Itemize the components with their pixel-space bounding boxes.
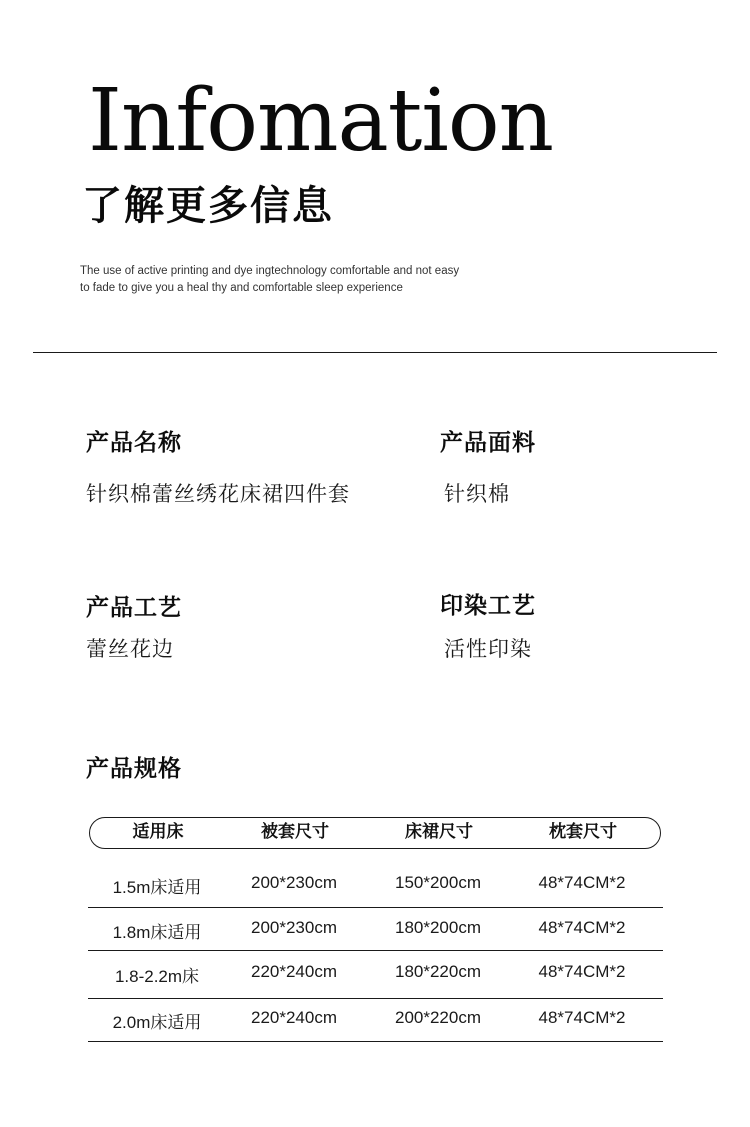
section-divider [33, 352, 717, 353]
cell-pillowcase-size: 48*74CM*2 [538, 1008, 626, 1027]
header-duvet-size: 被套尺寸 [261, 822, 329, 842]
product-fabric-value: 针织棉 [444, 482, 510, 506]
row-divider [88, 950, 663, 951]
cell-bed-size: 1.8m床适用 [112, 923, 202, 942]
product-craft-label: 产品工艺 [86, 595, 182, 621]
row-divider [88, 907, 663, 908]
cell-duvet-size: 220*240cm [250, 1008, 337, 1027]
cell-bedskirt-size: 180*220cm [394, 962, 481, 981]
cell-pillowcase-size: 48*74CM*2 [538, 962, 626, 981]
dye-process-label: 印染工艺 [440, 593, 536, 619]
product-fabric-label: 产品面料 [440, 430, 536, 456]
header-bed-size: 适用床 [132, 822, 184, 842]
hero-subtitle: 了解更多信息 [82, 183, 334, 229]
cell-bedskirt-size: 180*200cm [394, 918, 481, 937]
header-pillowcase-size: 枕套尺寸 [549, 822, 617, 842]
cell-bed-size: 1.8-2.2m床 [114, 967, 200, 986]
cell-bed-size: 2.0m床适用 [112, 1013, 202, 1032]
cell-bed-size: 1.5m床适用 [112, 878, 202, 897]
hero-description [80, 263, 500, 297]
cell-duvet-size: 220*240cm [250, 962, 337, 981]
cell-pillowcase-size: 48*74CM*2 [538, 918, 626, 937]
row-divider [88, 998, 663, 999]
hero-description-line-1: The use of active printing and dye ingtechnology comfortable and not easy [80, 265, 460, 277]
cell-bedskirt-size: 150*200cm [394, 873, 481, 892]
product-craft-value: 蕾丝花边 [86, 637, 174, 661]
hero-description-line-2: to fade to give you a heal thy and comfortable sleep experience [80, 282, 403, 294]
product-name-value: 针织棉蕾丝绣花床裙四件套 [86, 482, 350, 506]
cell-duvet-size: 200*230cm [250, 873, 337, 892]
spec-table-header [89, 817, 661, 849]
cell-pillowcase-size: 48*74CM*2 [538, 873, 626, 892]
spec-title: 产品规格 [86, 756, 182, 782]
row-divider [88, 1041, 663, 1042]
dye-process-value: 活性印染 [444, 637, 532, 661]
product-name-label: 产品名称 [86, 430, 182, 456]
hero-title: Infomation [88, 71, 554, 171]
header-bedskirt-size: 床裙尺寸 [405, 822, 473, 842]
cell-duvet-size: 200*230cm [250, 918, 337, 937]
cell-bedskirt-size: 200*220cm [394, 1008, 481, 1027]
